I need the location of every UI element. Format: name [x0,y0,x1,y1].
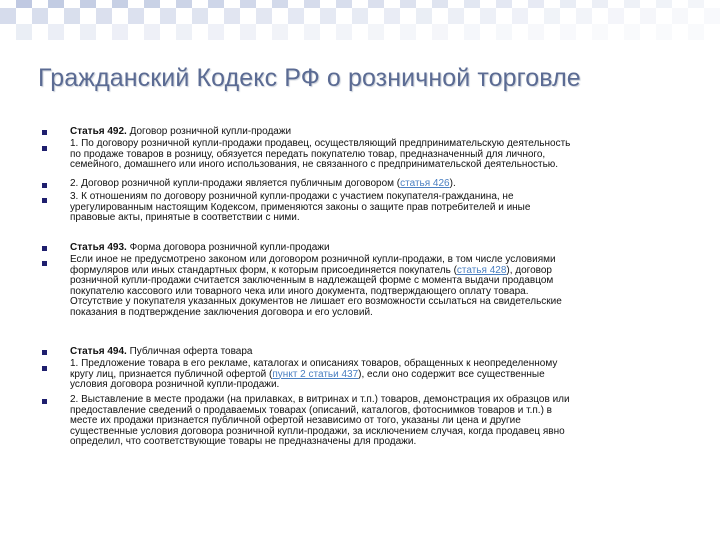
checker-square [592,24,608,40]
checker-square [352,8,368,24]
bullet-icon [42,246,47,251]
bullet-icon [42,261,47,266]
checker-square [144,24,160,40]
checker-square [48,24,64,40]
text-line: существенные условия договора розничной купли-продажи, за исключением случая, когда продавец явно [70,425,565,437]
text-segment: 2. Договор розничной купли-продажи является публичным договором ( [70,178,401,189]
checker-square [560,0,576,8]
checker-square [448,8,464,24]
checker-square [528,0,544,8]
checker-square [336,24,352,40]
checker-square [112,24,128,40]
text-line: правовые акты, принятые в соответствии с ними. [70,212,300,224]
checker-square [368,24,384,40]
checker-square [656,0,672,8]
checker-square [640,8,656,24]
checker-square [304,24,320,40]
text-line: урегулированным настоящим Кодексом, применяются законы о защите прав потребителей и иные [70,201,531,213]
article-426-link[interactable]: статья 426 [400,178,450,189]
checker-square [240,0,256,8]
checker-square [704,8,720,24]
article-492-point-3 [70,192,700,224]
text-segment: кругу лиц, признается публичной офертой ( [70,368,273,380]
checker-square [624,0,640,8]
checker-square [384,8,400,24]
checker-square [96,8,112,24]
article-title: Договор розничной купли-продажи [126,126,292,137]
text-line: показания в подтверждение заключения договора и его условий. [70,306,373,318]
bullet-icon [42,350,47,355]
checker-square [400,0,416,8]
text-line: Если иное не предусмотрено законом или договором розничной купли-продажи, в том числе условиями [70,254,556,265]
checker-square [80,24,96,40]
checker-square [112,0,128,8]
text-line: по продаже товаров в розницу, обязуется передать покупателю товар, предназначенный для личного, [70,148,546,160]
checkered-header-decoration [0,0,720,40]
checker-square [0,8,16,24]
checker-square [560,24,576,40]
article-494-heading [70,347,700,358]
article-title: Публичная оферта товара [126,346,253,357]
checker-square [480,8,496,24]
checker-square [432,24,448,40]
text-line: Отсутствие у покупателя указанных документов не лишает его возможности ссылаться на свидетельские [70,296,562,308]
checker-square [176,0,192,8]
checker-square [48,0,64,8]
checker-square [592,0,608,8]
text-line: определил, что соответствующие товары не предназначены для продажи. [70,436,417,448]
text-line: покупателю кассового или товарного чека или иного документа, подтверждающего оплату товара. [70,285,529,297]
checker-square [64,8,80,24]
text-segment: формуляров или иных стандартных форм, к которым присоединяется покупатель ( [70,264,457,276]
checker-square [16,24,32,40]
checker-square [160,8,176,24]
checker-square [688,24,704,40]
text-line: розничной купли-продажи считается заключенным в надлежащей форме с момента выдачи продавцом [70,275,554,287]
checker-square [304,0,320,8]
checker-square [336,0,352,8]
checker-square [576,8,592,24]
checker-square [240,24,256,40]
checker-square [208,24,224,40]
article-number: Статья 493. [70,242,127,253]
checker-square [272,0,288,8]
checker-square [496,24,512,40]
checker-square [656,24,672,40]
bullet-icon [42,198,47,203]
text-line: семейного, домашнего или иного использования, не связанного с предпринимательской деятельностью. [70,159,559,171]
checker-square [256,8,272,24]
checker-square [16,0,32,8]
bullet-icon [42,399,47,404]
article-492-point-2 [70,179,700,190]
checker-square [224,8,240,24]
checker-square [368,0,384,8]
checker-square [672,8,688,24]
text-segment: ), договор [506,264,552,276]
text-segment: ). [449,178,456,189]
article-number: Статья 494. [70,346,127,357]
checker-square [320,8,336,24]
checker-square [144,0,160,8]
checker-square [32,8,48,24]
article-493-text [70,255,700,319]
checker-square [400,24,416,40]
bullet-icon [42,366,47,371]
checker-square [544,8,560,24]
article-428-link[interactable]: статья 428 [456,264,507,276]
slide-title: Гражданский Кодекс РФ о розничной торговле [38,64,581,92]
text-line: 1. Предложение товара в его рекламе, каталогах и описаниях товаров, обращенных к неопределенному [70,358,558,369]
text-segment: ), если оно содержит все существенные [358,368,545,380]
checker-square [624,24,640,40]
article-number: Статья 492. [70,126,127,137]
article-493-heading [70,243,700,254]
text-line: 2. Выставление в месте продажи (на прилавках, в витринах и т.п.) товаров, демонстрация их образцов или [70,394,570,405]
checker-square [688,0,704,8]
checker-square [416,8,432,24]
checker-square [432,0,448,8]
text-line: 1. По договору розничной купли-продажи продавец, осуществляющий предпринимательскую деятельность [70,138,571,149]
article-title: Форма договора розничной купли-продажи [126,242,330,253]
article-494-point-1 [70,359,700,391]
bullet-icon [42,146,47,151]
checker-square [176,24,192,40]
checker-square [208,0,224,8]
text-line: условия договора розничной купли-продажи. [70,379,280,391]
checker-square [608,8,624,24]
article-492-point-1 [70,139,700,171]
checker-square [288,8,304,24]
checker-square [80,0,96,8]
article-494-point-2 [70,395,700,448]
checker-square [272,24,288,40]
checker-square [496,0,512,8]
text-line: 3. К отношениям по договору розничной купли-продажи с участием покупателя-гражданина, не [70,191,514,202]
checker-square [128,8,144,24]
bullet-icon [42,183,47,188]
checker-square [528,24,544,40]
checker-square [464,24,480,40]
bullet-icon [42,130,47,135]
checker-square [464,0,480,8]
text-line: месте их продажи признается публичной офертой независимо от того, указаны ли цена и другие [70,415,521,427]
article-437-link[interactable]: пункт 2 статьи 437 [272,368,359,380]
article-492-heading [70,127,700,138]
text-line: предоставление сведений о продаваемых товарах (описаний, каталогов, фотоснимков товаров и т.п.) в [70,404,552,416]
checker-square [512,8,528,24]
checker-square [192,8,208,24]
